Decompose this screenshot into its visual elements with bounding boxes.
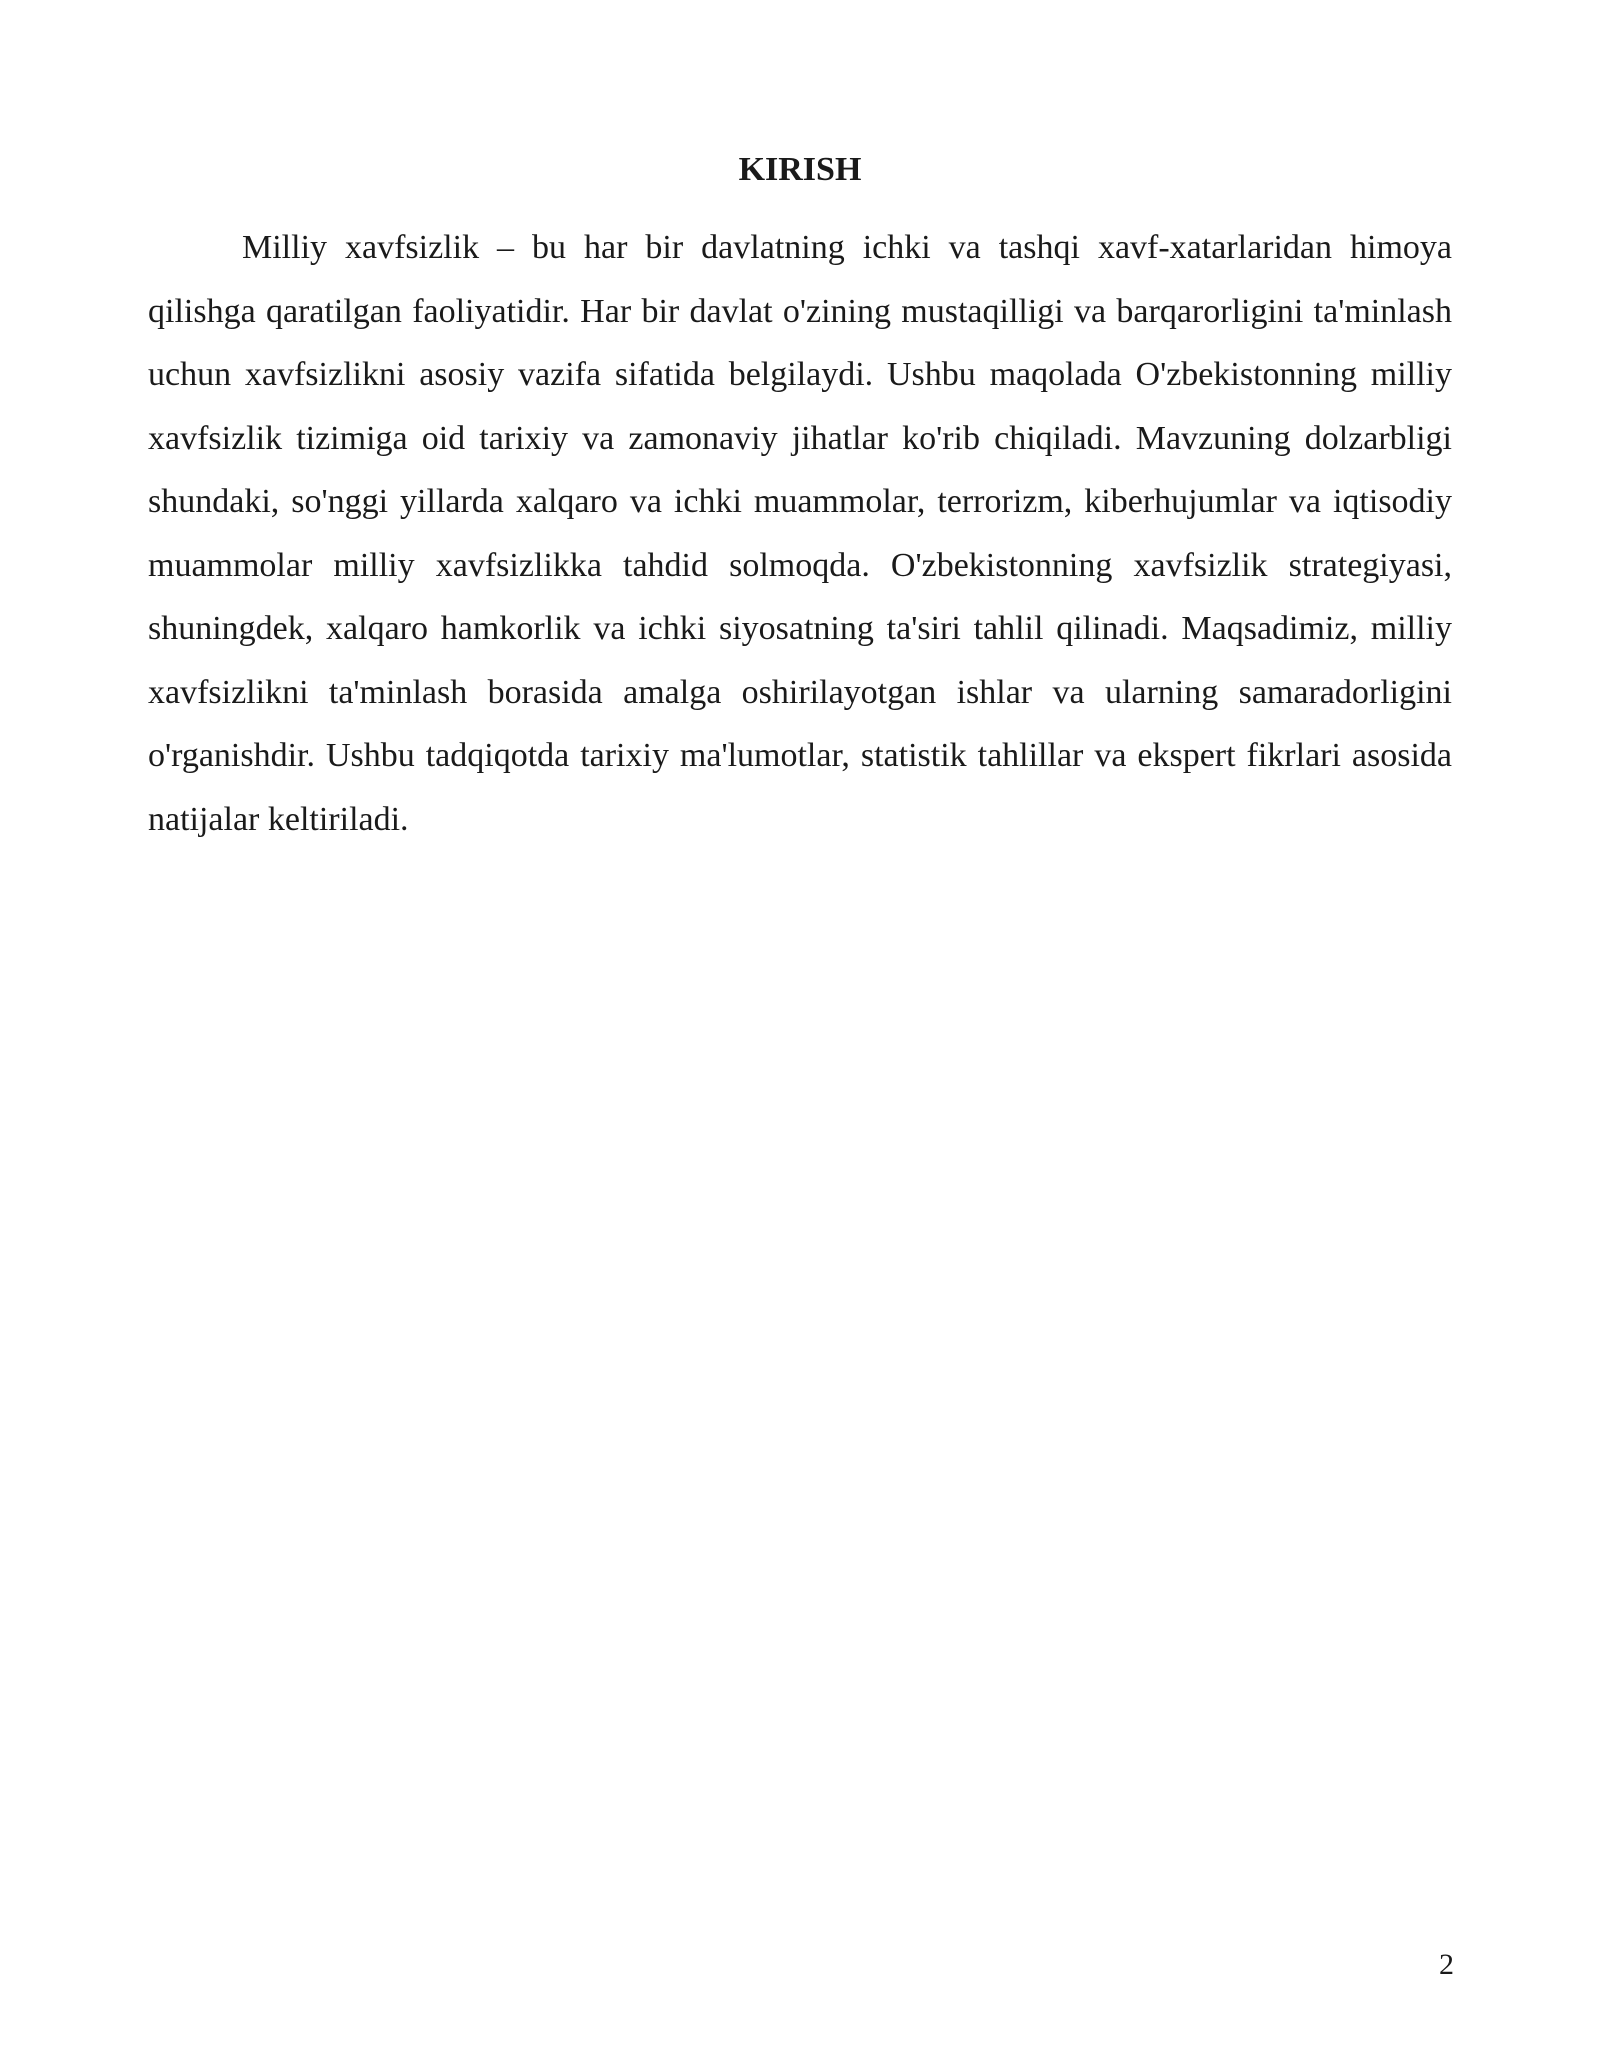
page-number: 2	[1439, 1948, 1454, 1981]
intro-paragraph: Milliy xavfsizlik – bu har bir davlatning ichki va tashqi xavf-xatarlaridan himoya qilishga qaratilgan faoliyatidir. Har bir davlat o'zining mustaqilligi va barqarorligini ta'minlash uchun xavfsizlikni asosiy vazifa sifatida belgilaydi. Ushbu maqolada O'zbekistonning milliy xavfsizlik tizimiga oid tarixiy va zamonaviy jihatlar ko'rib chiqiladi. Mavzuning dolzarbligi shundaki, so'nggi yillarda xalqaro va ichki muammolar, terrorizm, kiberhujumlar va iqtisodiy muammolar milliy xavfsizlikka tahdid solmoqda. O'zbekistonning xavfsizlik strategiyasi, shuningdek, xalqaro hamkorlik va ichki siyosatning ta'siri tahlil qilinadi. Maqsadimiz, milliy xavfsizlikni ta'minlash borasida amalga oshirilayotgan ishlar va ularning samaradorligini o'rganishdir. Ushbu tadqiqotda tarixiy ma'lumotlar, statistik tahlillar va ekspert fikrlari asosida natijalar keltiriladi.	[148, 229, 1452, 838]
section-heading: KIRISH	[738, 151, 862, 188]
